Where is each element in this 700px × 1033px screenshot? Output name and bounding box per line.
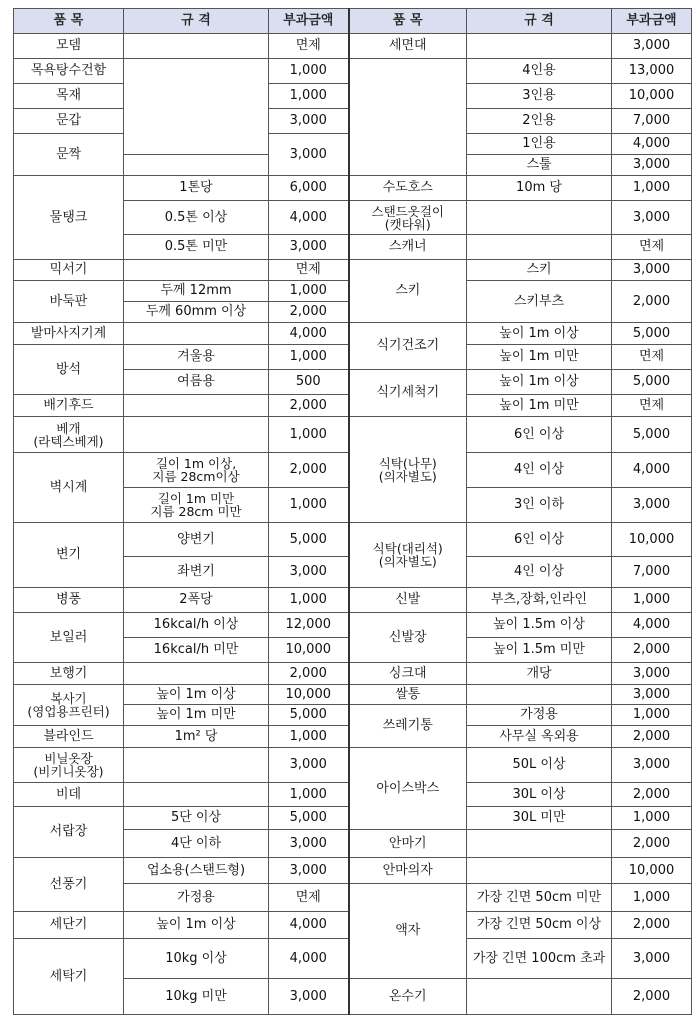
left-item-cell: 복사기 (영업용프린터) [14,685,124,726]
left-spec-cell: 1m² 당 [124,726,269,748]
left-item-cell: 모뎀 [14,34,124,59]
left-item-cell: 비데 [14,783,124,807]
right-spec-cell: 사무실 옥외용 [467,726,612,748]
right-fee-cell: 2,000 [612,830,692,858]
table-row [14,34,692,59]
right-spec-cell: 4인 이상 [467,453,612,488]
left-item-cell: 선풍기 [14,858,124,912]
right-spec-cell [467,858,612,884]
right-item-cell: 식기건조기 [349,323,467,370]
table-row [14,613,692,638]
header-spec-left: 규 격 [124,9,269,34]
right-item-cell: 안마의자 [349,858,467,884]
header-item-right: 품 목 [349,9,467,34]
left-item-cell: 바둑판 [14,281,124,323]
right-fee-cell: 2,000 [612,979,692,1015]
right-item-cell: 스키 [349,260,467,323]
right-fee-cell: 10,000 [612,523,692,557]
left-spec-cell: 높이 1m 미만 [124,705,269,726]
left-spec-cell: 길이 1m 이상, 지름 28cm이상 [124,453,269,488]
left-spec-cell: 업소용(스탠드형) [124,858,269,884]
left-spec-cell: 겨울용 [124,345,269,370]
right-fee-cell: 13,000 [612,59,692,84]
right-spec-cell: 높이 1.5m 미만 [467,638,612,663]
right-item-cell: 신발장 [349,613,467,663]
left-spec-cell: 두께 12mm [124,281,269,302]
left-spec-cell: 10kg 이상 [124,939,269,979]
right-item-cell: 식탁(대리석) (의자별도) [349,523,467,588]
right-fee-cell: 10,000 [612,84,692,109]
left-spec-cell: 길이 1m 미만 지름 28cm 미만 [124,488,269,523]
right-fee-cell: 1,000 [612,807,692,830]
left-spec-cell: 좌변기 [124,557,269,588]
right-spec-cell [467,235,612,260]
right-spec-cell: 3인 이하 [467,488,612,523]
right-fee-cell: 3,000 [612,260,692,281]
header-spec-right: 규 격 [467,9,612,34]
left-spec-cell [124,323,269,345]
left-fee-cell: 5,000 [269,705,349,726]
right-spec-cell: 스키부츠 [467,281,612,323]
table-row [14,59,692,84]
left-fee-cell: 1,000 [269,726,349,748]
left-spec-cell: 5단 이상 [124,807,269,830]
right-spec-cell: 6인 이상 [467,417,612,453]
right-spec-cell: 10m 당 [467,176,612,201]
right-item-cell: 스탠드옷걸이 (캣타워) [349,201,467,235]
left-spec-cell [124,663,269,685]
left-fee-cell: 1,000 [269,588,349,613]
table-row [14,858,692,884]
right-fee-cell: 2,000 [612,912,692,939]
left-fee-cell: 500 [269,370,349,395]
right-spec-cell: 1인용 [467,134,612,155]
header-fee-right: 부과금액 [612,9,692,34]
left-item-cell: 물탱크 [14,176,124,260]
left-fee-cell: 5,000 [269,807,349,830]
right-fee-cell: 3,000 [612,685,692,705]
left-spec-cell: 양변기 [124,523,269,557]
left-fee-cell: 면제 [269,34,349,59]
right-fee-cell: 2,000 [612,638,692,663]
right-fee-cell: 5,000 [612,370,692,395]
right-spec-cell [467,685,612,705]
left-fee-cell: 1,000 [269,84,349,109]
right-item-cell: 액자 [349,884,467,979]
right-spec-cell: 3인용 [467,84,612,109]
left-fee-cell: 1,000 [269,488,349,523]
right-fee-cell: 4,000 [612,613,692,638]
right-spec-cell: 4인 이상 [467,557,612,588]
left-item-cell: 서랍장 [14,807,124,858]
left-item-cell: 베개 (라텍스베게) [14,417,124,453]
left-spec-cell [124,748,269,783]
left-spec-cell [124,260,269,281]
left-fee-cell: 4,000 [269,201,349,235]
left-spec-cell: 4단 이하 [124,830,269,858]
left-spec-cell: 여름용 [124,370,269,395]
right-spec-cell [467,830,612,858]
left-fee-cell: 1,000 [269,783,349,807]
disposal-fee-table [13,8,692,1015]
right-item-cell: 쌀통 [349,685,467,705]
right-spec-cell: 높이 1m 이상 [467,323,612,345]
left-spec-cell: 10kg 미만 [124,979,269,1015]
right-fee-cell: 5,000 [612,323,692,345]
table-row [14,748,692,783]
left-fee-cell: 2,000 [269,302,349,323]
left-spec-cell: 두께 60mm 이상 [124,302,269,323]
right-item-cell: 식탁(나무) (의자별도) [349,417,467,523]
left-spec-cell [124,395,269,417]
right-item-cell: 아이스박스 [349,748,467,830]
left-fee-cell: 6,000 [269,176,349,201]
left-item-cell: 보행기 [14,663,124,685]
left-fee-cell: 3,000 [269,979,349,1015]
left-fee-cell: 2,000 [269,453,349,488]
left-spec-cell [124,155,269,176]
right-fee-cell: 3,000 [612,34,692,59]
right-spec-cell: 부츠,장화,인라인 [467,588,612,613]
left-fee-cell: 2,000 [269,395,349,417]
left-fee-cell: 3,000 [269,557,349,588]
right-fee-cell: 5,000 [612,417,692,453]
right-item-cell: 식기세척기 [349,370,467,417]
right-spec-cell [467,201,612,235]
right-fee-cell: 4,000 [612,134,692,155]
right-fee-cell: 면제 [612,395,692,417]
right-item-cell: 수도호스 [349,176,467,201]
left-fee-cell: 3,000 [269,830,349,858]
right-item-cell: 온수기 [349,979,467,1015]
left-item-cell: 비닐옷장 (비키니옷장) [14,748,124,783]
right-fee-cell: 7,000 [612,557,692,588]
right-item-cell: 세면대 [349,34,467,59]
right-spec-cell: 스툴 [467,155,612,176]
right-fee-cell: 2,000 [612,726,692,748]
left-fee-cell: 10,000 [269,685,349,705]
left-spec-cell: 0.5톤 이상 [124,201,269,235]
right-item-cell: 신발 [349,588,467,613]
right-fee-cell: 2,000 [612,281,692,323]
left-fee-cell: 1,000 [269,345,349,370]
right-fee-cell: 1,000 [612,884,692,912]
right-item-cell: 쓰레기통 [349,705,467,748]
left-item-cell: 문짝 [14,134,124,176]
left-spec-cell: 2폭당 [124,588,269,613]
left-spec-cell: 가정용 [124,884,269,912]
left-fee-cell: 3,000 [269,134,349,176]
left-item-cell: 믹서기 [14,260,124,281]
right-spec-cell: 30L 미만 [467,807,612,830]
left-spec-cell [124,783,269,807]
right-spec-cell [467,34,612,59]
left-fee-cell: 10,000 [269,638,349,663]
left-fee-cell: 12,000 [269,613,349,638]
left-item-cell: 세단기 [14,912,124,939]
left-fee-cell: 1,000 [269,281,349,302]
right-fee-cell: 3,000 [612,201,692,235]
right-fee-cell: 1,000 [612,588,692,613]
left-fee-cell: 3,000 [269,235,349,260]
left-fee-cell: 4,000 [269,939,349,979]
right-fee-cell: 10,000 [612,858,692,884]
right-spec-cell: 높이 1m 미만 [467,395,612,417]
right-item-cell: 스캐너 [349,235,467,260]
right-fee-cell: 7,000 [612,109,692,134]
fee-table-container [13,8,691,1015]
left-fee-cell: 면제 [269,260,349,281]
header-fee-left: 부과금액 [269,9,349,34]
table-row [14,260,692,281]
right-spec-cell: 높이 1m 미만 [467,345,612,370]
left-item-cell: 병풍 [14,588,124,613]
right-spec-cell: 30L 이상 [467,783,612,807]
left-item-cell: 배기후드 [14,395,124,417]
right-spec-cell: 2인용 [467,109,612,134]
right-fee-cell: 3,000 [612,488,692,523]
left-item-cell: 변기 [14,523,124,588]
right-item-cell: 싱크대 [349,663,467,685]
right-fee-cell: 4,000 [612,453,692,488]
left-fee-cell: 4,000 [269,912,349,939]
right-fee-cell: 3,000 [612,748,692,783]
left-spec-cell: 높이 1m 이상 [124,685,269,705]
header-row [14,9,692,34]
right-spec-cell: 50L 이상 [467,748,612,783]
left-spec-cell: 1톤당 [124,176,269,201]
right-spec-cell [467,979,612,1015]
right-spec-cell: 가정용 [467,705,612,726]
left-item-cell: 목재 [14,84,124,109]
left-item-cell: 목욕탕수건함 [14,59,124,84]
table-row [14,417,692,453]
left-item-cell: 세탁기 [14,939,124,1015]
table-row [14,176,692,201]
left-spec-cell: 0.5톤 미만 [124,235,269,260]
right-item-cell: 안마기 [349,830,467,858]
right-spec-cell: 개당 [467,663,612,685]
left-fee-cell: 1,000 [269,417,349,453]
right-fee-cell: 1,000 [612,176,692,201]
left-spec-cell: 16kcal/h 이상 [124,613,269,638]
left-fee-cell: 3,000 [269,109,349,134]
left-fee-cell: 면제 [269,884,349,912]
right-spec-cell: 스키 [467,260,612,281]
right-spec-cell: 높이 1m 이상 [467,370,612,395]
left-item-cell: 문갑 [14,109,124,134]
right-fee-cell: 면제 [612,235,692,260]
right-item-cell [349,59,467,176]
left-item-cell: 발마사지기계 [14,323,124,345]
table-row [14,685,692,705]
left-fee-cell: 1,000 [269,59,349,84]
left-spec-cell [124,34,269,59]
left-item-cell: 방석 [14,345,124,395]
left-spec-cell [124,417,269,453]
table-row [14,588,692,613]
right-fee-cell: 3,000 [612,155,692,176]
left-item-cell: 벽시계 [14,453,124,523]
table-row [14,663,692,685]
left-fee-cell: 4,000 [269,323,349,345]
right-spec-cell: 높이 1.5m 이상 [467,613,612,638]
left-spec-cell: 16kcal/h 미만 [124,638,269,663]
left-fee-cell: 3,000 [269,748,349,783]
left-fee-cell: 5,000 [269,523,349,557]
table-row [14,523,692,557]
right-fee-cell: 3,000 [612,939,692,979]
right-spec-cell: 6인 이상 [467,523,612,557]
header-item-left: 품 목 [14,9,124,34]
right-spec-cell: 4인용 [467,59,612,84]
left-item-cell: 보일러 [14,613,124,663]
left-spec-cell [124,59,269,155]
right-spec-cell: 가장 긴면 50cm 이상 [467,912,612,939]
right-spec-cell: 가장 긴면 50cm 미만 [467,884,612,912]
left-fee-cell: 3,000 [269,858,349,884]
right-fee-cell: 1,000 [612,705,692,726]
left-fee-cell: 2,000 [269,663,349,685]
right-spec-cell: 가장 긴면 100cm 초과 [467,939,612,979]
right-fee-cell: 3,000 [612,663,692,685]
right-fee-cell: 면제 [612,345,692,370]
right-fee-cell: 2,000 [612,783,692,807]
table-row [14,323,692,345]
left-item-cell: 블라인드 [14,726,124,748]
left-spec-cell: 높이 1m 이상 [124,912,269,939]
